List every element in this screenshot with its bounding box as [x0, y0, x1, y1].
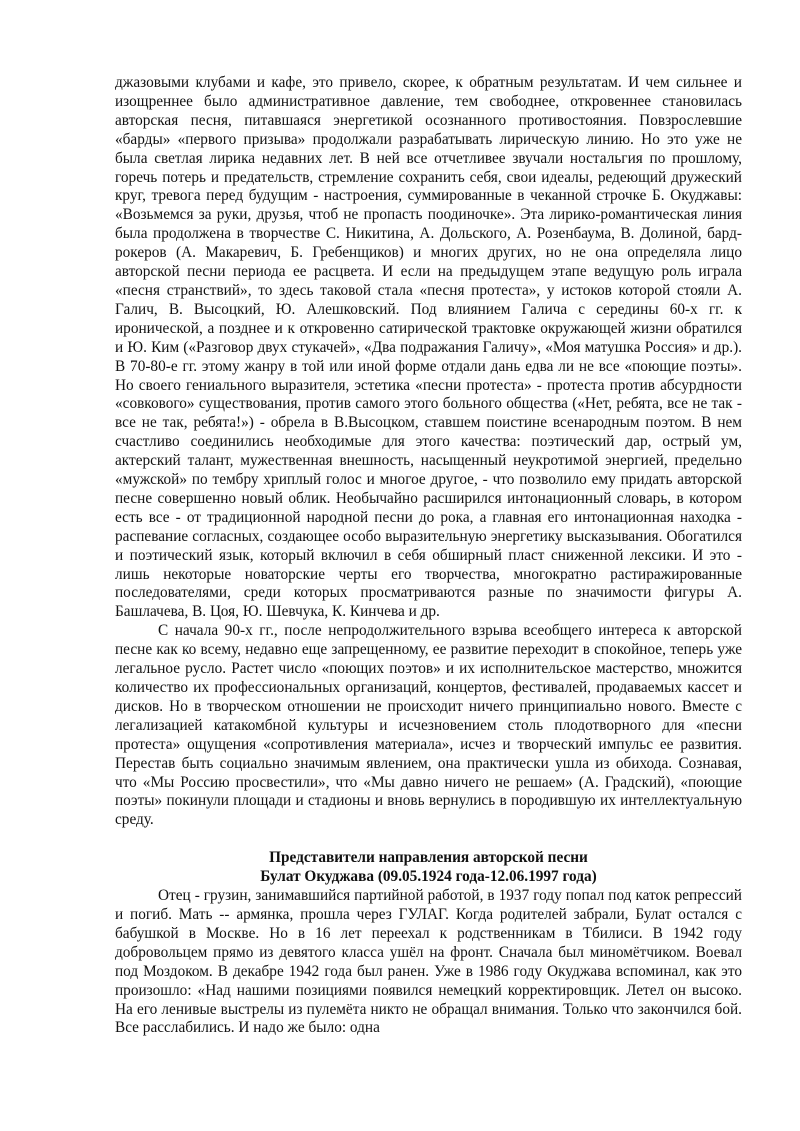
section-heading: Представители направления авторской песни: [269, 849, 588, 867]
body-paragraph: С начала 90-х гг., после непродолжительного взрыва всеобщего интереса к авторской песне как ко всему, недавно еще запрещенному, ее развитие переходит в спокойное, теперь уже легальное русло. Растет число «поющих поэтов» и их исполнительское мастерство, множится количество их профессиональных организаций, концертов, фестивалей, продаваемых кассет и дисков. Но в творческом отношении не происходит ничего принципиально нового. Вместе с легализацией катакомбной культуры и исчезновением столь плодотворного для «песни протеста» ощущения «сопротивления материала», исчез и творческий импульс ее развития. Перестав быть социально значимым явлением, она практически ушла из обихода. Сознавая, что «Мы Россию просвестили», что «Мы давно ничего не решаем» (А. Градский), «поющие поэты» покинули площади и стадионы и вновь вернулись в породившую их интеллектуальную среду.: [115, 622, 742, 829]
body-paragraph: джазовыми клубами и кафе, это привело, скорее, к обратным результатам. И чем сильнее и изощреннее было административное давление, тем свободнее, откровеннее становилась авторская песня, питавшаяся энергетикой осознанного противостояния. Повзрослевшие «барды» «первого призыва» продолжали разрабатывать лирическую линию. Но это уже не была светлая лирика недавних лет. В ней все отчетливее звучали ностальгия по прошлому, горечь потерь и предательств, стремление сохранить себя, свои идеалы, редеющий дружеский круг, тревога перед будущим - настроения, суммированные в чеканной строчке Б. Окуджавы: «Возьмемся за руки, друзья, чтоб не пропасть поодиночке». Эта лирико-романтическая линия была продолжена в творчестве С. Никитина, А. Дольского, А. Розенбаума, В. Долиной, бард-рокеров (А. Макаревич, Б. Гребенщиков) и многих других, но не она определяла лицо авторской песни периода ее расцвета. И если на предыдущем этапе ведущую роль играла «песня странствий», то здесь таковой стала «песня протеста», у истоков которой стояли А. Галич, В. Высоцкий, Ю. Алешковский. Под влиянием Галича с середины 60-х гг. к иронической, а позднее и к откровенно сатирической трактовке окружающей жизни обратился и Ю. Ким («Разговор двух стукачей», «Два подражания Галичу», «Моя матушка Россия» и др.). В 70-80-е гг. этому жанру в той или иной форме отдали дань едва ли не все «поющие поэты». Но своего гениального выразителя, эстетика «песни протеста» - протеста против абсурдности «совкового» существования, против самого этого больного общества («Нет, ребята, все не так - все не так, ребята!») - обрела в В.Высоцком, ставшем поистине всенародным поэтом. В нем счастливо соединились необходимые для этого качества: поэтический дар, острый ум, актерский талант, мужественная внешность, насыщенный неукротимой энергией, предельно «мужской» по тембру хриплый голос и многое другое, - что позволило ему придать авторской песне совершенно новый облик. Необычайно расширился интонационный словарь, в котором есть все - от традиционной народной песни до рока, а главная его интонационная находка - распевание согласных, создающее особо выразительную энергетику высказывания. Обогатился и поэтический язык, который включил в себя обширный пласт сниженной лексики. И это - лишь некоторые новаторские черты его творчества, многократно растиражированные последователями, среди которых просматриваются разные по значимости фигуры А. Башлачева, В. Цоя, Ю. Шевчука, К. Кинчева и др.: [115, 74, 742, 621]
subsection-heading: Булат Окуджава (09.05.1924 года-12.06.1997 года): [260, 868, 597, 886]
body-paragraph: Отец - грузин, занимавшийся партийной работой, в 1937 году попал под каток репрессий и погиб. Мать -- армянка, прошла через ГУЛАГ. Когда родителей забрали, Булат остался с бабушкой в Москве. Но в 16 лет переехал к родственникам в Тбилиси. В 1942 году добровольцем прямо из девятого класса ушёл на фронт. Сначала был миномётчиком. Воевал под Моздоком. В декабре 1942 года был ранен. Уже в 1986 году Окуджава вспоминал, как это произошло: «Над нашими позициями появился немецкий корректировщик. Летел он высоко. На его ленивые выстрелы из пулемёта никто не обращал внимания. Только что закончился бой. Все расслабились. И надо же было: одна: [115, 887, 742, 1037]
paragraph-spacer: [115, 830, 742, 849]
document-page: [115, 74, 742, 1038]
